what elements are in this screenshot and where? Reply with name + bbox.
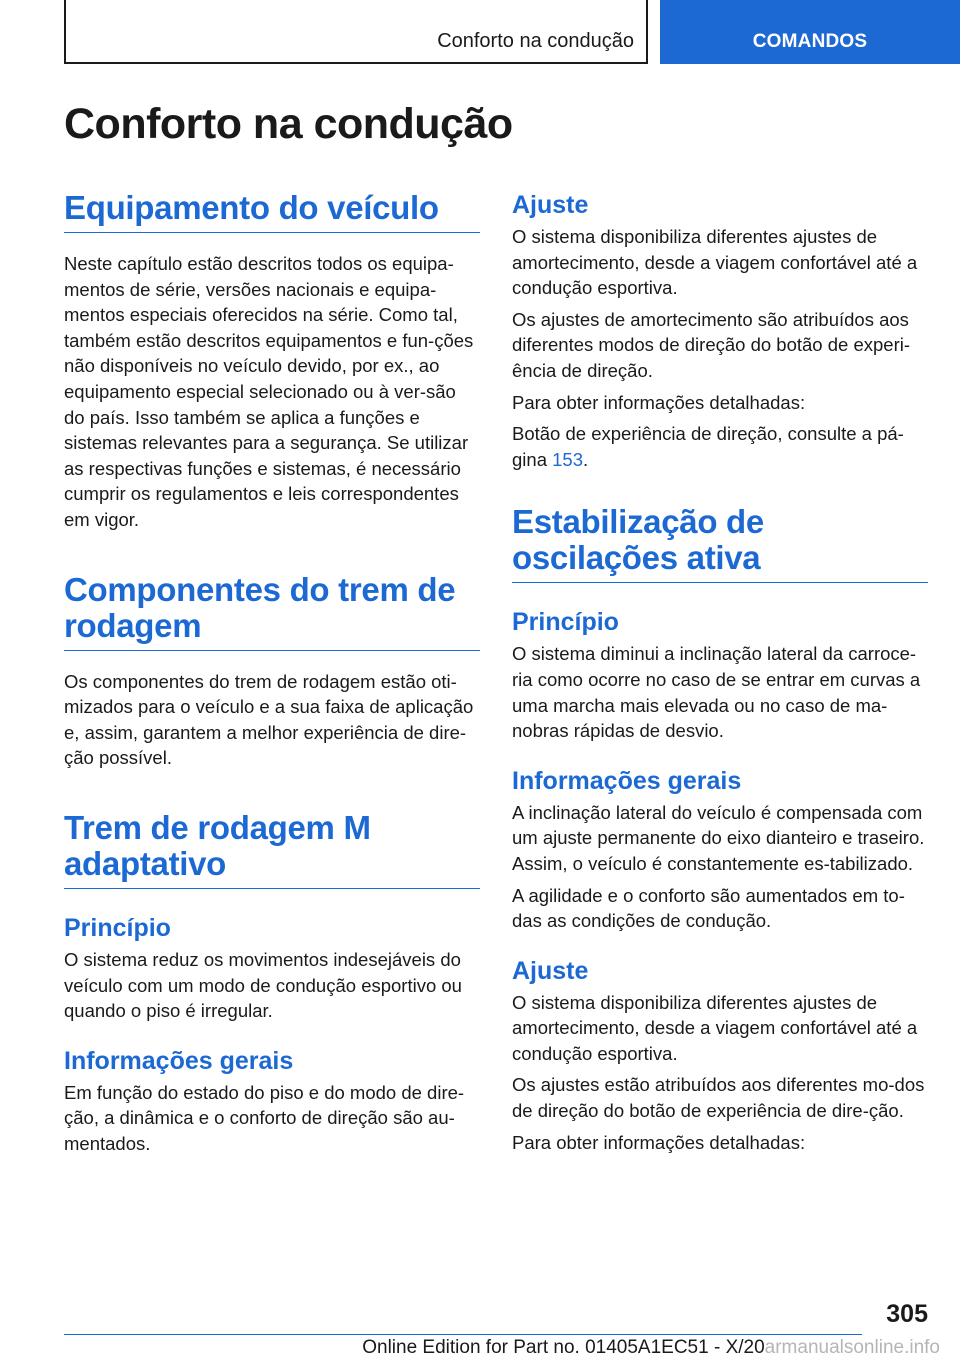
paragraph-principio-estab: O sistema diminui a inclinação lateral da carroce-ria como ocorre no caso de se entrar em curvas a uma marcha mais elevada ou no caso de ma-nobras rápidas de desvio. [512, 643, 921, 742]
subheading-principio-estab: Princípio [512, 608, 619, 637]
paragraph-informacoes-gerais: Em função do estado do piso e do modo de dire-ção, a dinâmica e o conforto de direção são au-mentados. [64, 1081, 465, 1154]
right-column [512, 190, 928, 1155]
page-reference-link[interactable]: 153 [552, 448, 583, 470]
heading-equipamento: Equipamento do veículo [64, 190, 480, 233]
subheading-ajuste: Ajuste [512, 191, 589, 219]
heading-estabilizacao: Estabilização de oscilações ativa [512, 504, 928, 583]
left-column [64, 190, 480, 1156]
section-tab: COMANDOS [660, 0, 960, 64]
heading-componentes: Componentes do trem de rodagem [64, 572, 480, 651]
paragraph-info-estab-1: A inclinação lateral do veículo é compensada com um ajuste permanente do eixo dianteiro e traseiro. Assim, o veículo é constantemente es-tabilizado. [512, 801, 925, 874]
paragraph-ajuste-3: Para obter informações detalhadas: [512, 391, 806, 413]
paragraph-info-estab-2: A agilidade e o conforto são aumentados em to-das as condições de condução. [512, 884, 905, 932]
footer-divider [64, 1334, 862, 1335]
subheading-ajuste-estab: Ajuste [512, 956, 589, 985]
paragraph-ajuste-estab-3: Para obter informações detalhadas: [512, 1131, 806, 1153]
chapter-header-box [64, 0, 648, 64]
page-title: Conforto na condução [64, 100, 513, 148]
subheading-informacoes-gerais: Informações gerais [64, 1046, 294, 1075]
footer-watermark: armanualsonline.info [764, 1337, 940, 1358]
page-number: 305 [886, 1300, 928, 1328]
paragraph-componentes: Os componentes do trem de rodagem estão oti-mizados para o veículo e a sua faixa de aplicação e, assim, garantem a melhor experiência de dire-ção possível. [64, 670, 474, 769]
ajuste-4-end: . [583, 448, 589, 470]
paragraph-ajuste-estab-1: O sistema disponibiliza diferentes ajustes de amortecimento, desde a viagem confortável até a condução esportiva. [512, 991, 918, 1064]
paragraph-ajuste-2: Os ajustes de amortecimento são atribuídos aos diferentes modos de direção do botão de experi-ência de direção. [512, 308, 911, 381]
footer-edition [0, 1337, 940, 1359]
chapter-title: Conforto na condução [437, 30, 634, 52]
paragraph-ajuste-4 [512, 421, 928, 472]
heading-trem-m-adaptativo: Trem de rodagem M adaptativo [64, 810, 480, 889]
paragraph-principio: O sistema reduz os movimentos indesejáveis do veículo com um modo de condução esportivo ou quando o piso é irregular. [64, 948, 462, 1022]
subheading-principio: Princípio [64, 913, 171, 942]
footer-edition-text: Online Edition for Part no. 01405A1EC51 - X/20 [362, 1337, 765, 1358]
paragraph-equipamento: Neste capítulo estão descritos todos os equipa-mentos de série, versões nacionais e equipa-mentos especiais oferecidos na série. Como tal, também estão descritos equipamentos e fun-ções não disponíveis no veículo devido, por ex., ao equipamento especial selecionado ou à ver-são do país. Isso também se aplica a funções e sistemas relevantes para a segurança. Se utilizar as respectivas funções e sistemas, é necessário cumprir os regulamentos e leis correspondentes em vigor. [64, 253, 474, 530]
ajuste-4-text: Botão de experiência de direção, consulte a pá-gina [512, 423, 904, 470]
paragraph-ajuste-estab-2: Os ajustes estão atribuídos aos diferentes mo-dos de direção do botão de experiência de dire-ção. [512, 1074, 925, 1122]
subheading-informacoes-estab: Informações gerais [512, 766, 742, 795]
paragraph-ajuste-1: O sistema disponibiliza diferentes ajustes de amortecimento, desde a viagem confortável até a condução esportiva. [512, 226, 918, 299]
